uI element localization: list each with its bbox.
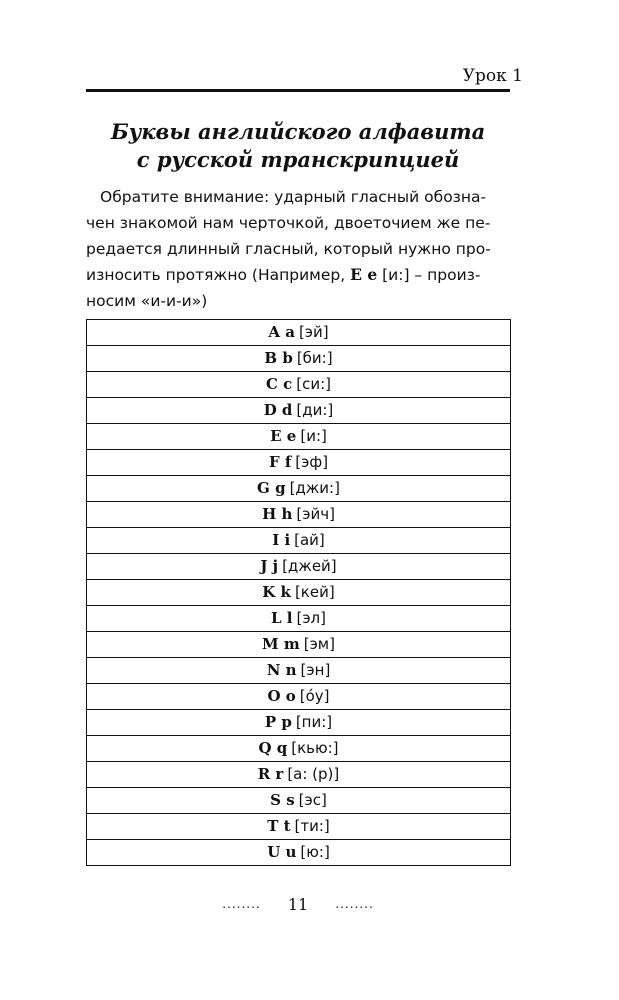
- table-row: [87, 554, 511, 580]
- table-row: [87, 606, 511, 632]
- alphabet-cell: [87, 606, 511, 632]
- table-row: [87, 372, 511, 398]
- intro-line-2: чен знакомой нам черточкой, двоеточием же пе-: [86, 214, 491, 232]
- transcription: [джей]: [282, 557, 337, 575]
- footer-dots-left: ........: [222, 897, 261, 911]
- transcription: [ди:]: [296, 401, 334, 419]
- table-row: [87, 502, 511, 528]
- letter-pair: M m: [262, 635, 300, 653]
- transcription: [эн]: [300, 661, 331, 679]
- intro-line-4-start: износить протяжно (Например,: [86, 266, 351, 284]
- table-row: [87, 528, 511, 554]
- table-row: [87, 632, 511, 658]
- letter-pair: A a: [268, 323, 295, 341]
- transcription: [и:]: [300, 427, 327, 445]
- letter-pair: G g: [257, 479, 286, 497]
- alphabet-cell: [87, 372, 511, 398]
- alphabet-cell: [87, 528, 511, 554]
- transcription: [эйч]: [296, 505, 335, 523]
- table-row: [87, 346, 511, 372]
- transcription: [эф]: [295, 453, 329, 471]
- alphabet-cell: [87, 840, 511, 866]
- alphabet-cell: [87, 502, 511, 528]
- letter-pair: F f: [268, 453, 292, 471]
- intro-example-letters: E e: [350, 265, 378, 284]
- transcription: [си:]: [296, 375, 332, 393]
- letter-pair: K k: [262, 583, 291, 601]
- transcription: [би:]: [296, 349, 333, 367]
- table-row: [87, 710, 511, 736]
- table-row: [87, 424, 511, 450]
- letter-pair: U u: [267, 843, 297, 861]
- table-row: [87, 840, 511, 866]
- alphabet-cell: [87, 788, 511, 814]
- transcription: [ай]: [294, 531, 325, 549]
- alphabet-cell: [87, 554, 511, 580]
- alphabet-table-body: [87, 320, 511, 866]
- alphabet-cell: [87, 580, 511, 606]
- letter-pair: T t: [267, 817, 291, 835]
- alphabet-cell: [87, 632, 511, 658]
- page-title: [86, 118, 510, 174]
- transcription: [эм]: [303, 635, 335, 653]
- transcription: [эс]: [298, 791, 327, 809]
- alphabet-cell: [87, 736, 511, 762]
- transcription: [эл]: [296, 609, 326, 627]
- letter-pair: R r: [257, 765, 284, 783]
- page-number: 11: [287, 895, 309, 914]
- title-line-2: с русской транскрипцией: [136, 147, 460, 172]
- letter-pair: N n: [266, 661, 297, 679]
- intro-paragraph: [86, 184, 510, 314]
- alphabet-cell: [87, 762, 511, 788]
- title-line-1: Буквы английского алфавита: [110, 119, 486, 144]
- alphabet-cell: [87, 684, 511, 710]
- alphabet-table: [86, 319, 511, 866]
- letter-pair: H h: [262, 505, 293, 523]
- transcription: [óу]: [299, 687, 330, 705]
- transcription: [джи:]: [289, 479, 340, 497]
- alphabet-cell: [87, 476, 511, 502]
- table-row: [87, 476, 511, 502]
- table-row: [87, 450, 511, 476]
- letter-pair: L l: [271, 609, 293, 627]
- transcription: [ю:]: [300, 843, 330, 861]
- letter-pair: B b: [264, 349, 293, 367]
- table-row: [87, 398, 511, 424]
- intro-line-1: Обратите внимание: ударный гласный обозна-: [100, 188, 487, 206]
- transcription: [пи:]: [295, 713, 333, 731]
- table-row: [87, 762, 511, 788]
- intro-line-4-end: [и:] – произ-: [377, 266, 481, 284]
- alphabet-cell: [87, 346, 511, 372]
- transcription: [кью:]: [291, 739, 339, 757]
- table-row: [87, 684, 511, 710]
- transcription: [ти:]: [294, 817, 330, 835]
- alphabet-cell: [87, 320, 511, 346]
- alphabet-cell: [87, 398, 511, 424]
- intro-line-5: носим «и-и-и»): [86, 292, 208, 310]
- alphabet-cell: [87, 814, 511, 840]
- alphabet-cell: [87, 658, 511, 684]
- letter-pair: I i: [272, 531, 291, 549]
- alphabet-cell: [87, 710, 511, 736]
- letter-pair: E e: [270, 427, 297, 445]
- table-row: [87, 658, 511, 684]
- intro-line-4: [86, 262, 510, 288]
- letter-pair: D d: [263, 401, 293, 419]
- table-row: [87, 580, 511, 606]
- letter-pair: Q q: [258, 739, 288, 757]
- transcription: [а: (р)]: [287, 765, 340, 783]
- letter-pair: J j: [260, 557, 279, 575]
- footer-dots-right: ........: [335, 897, 374, 911]
- lesson-label: Урок 1: [462, 66, 523, 86]
- letter-pair: C c: [265, 375, 293, 393]
- intro-line-3: редается длинный гласный, который нужно про-: [86, 240, 491, 258]
- letter-pair: O o: [267, 687, 296, 705]
- table-row: [87, 814, 511, 840]
- table-row: [87, 736, 511, 762]
- letter-pair: S s: [270, 791, 295, 809]
- table-row: [87, 788, 511, 814]
- page-footer: [86, 895, 510, 914]
- alphabet-cell: [87, 450, 511, 476]
- table-row: [87, 320, 511, 346]
- transcription: [эй]: [298, 323, 329, 341]
- header-rule: [86, 89, 510, 92]
- alphabet-cell: [87, 424, 511, 450]
- transcription: [кей]: [294, 583, 335, 601]
- letter-pair: P p: [264, 713, 292, 731]
